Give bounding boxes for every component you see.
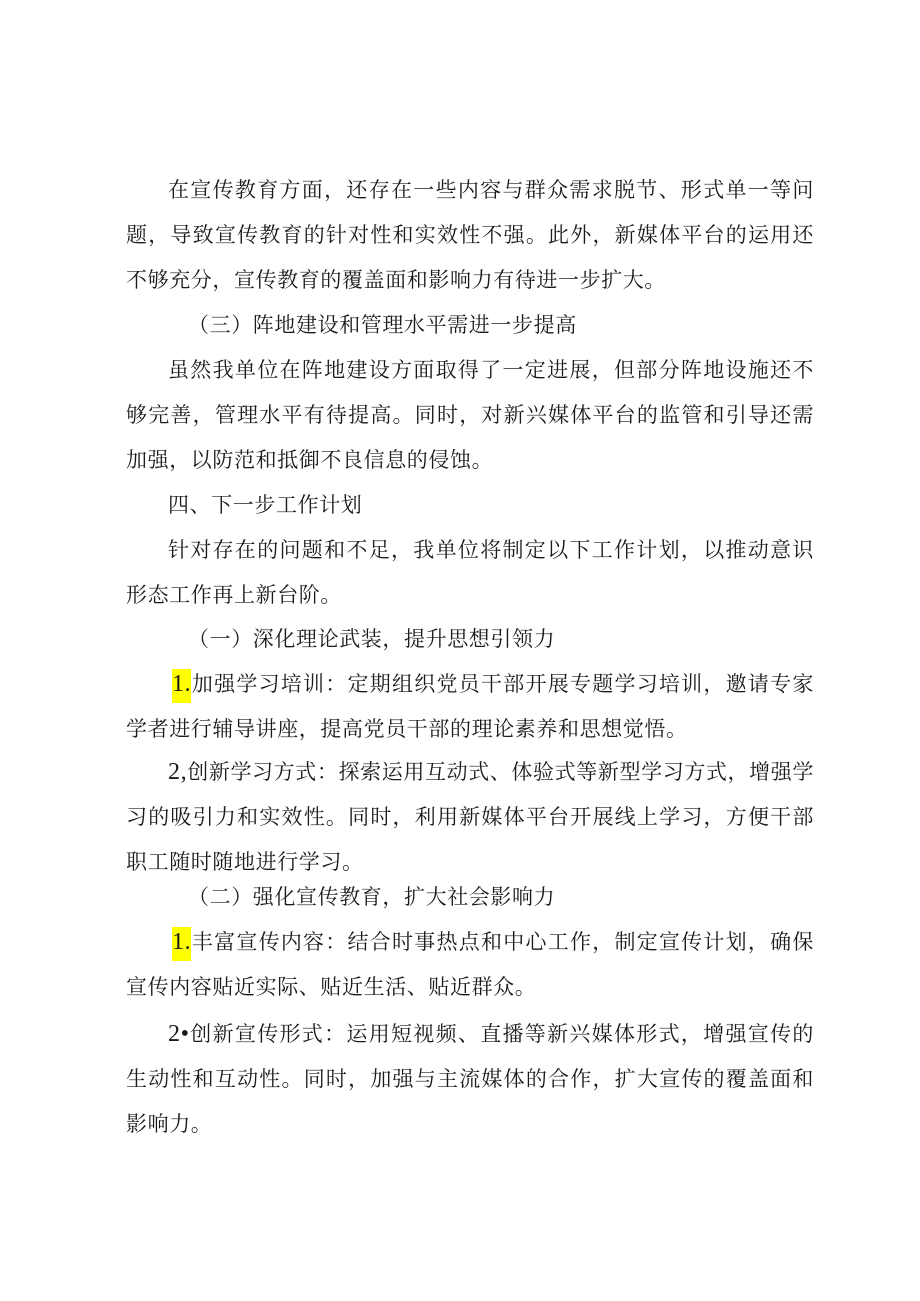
item-number: 2• xyxy=(168,1021,190,1047)
subheading-three: （三）阵地建设和管理水平需进一步提高 xyxy=(188,313,577,337)
list-item-study-methods xyxy=(126,750,814,885)
item-number-highlighted: 1. xyxy=(172,927,191,961)
subheading-two: （二）强化宣传教育，扩大社会影响力 xyxy=(188,885,556,909)
item-text: 加强学习培训：定期组织党员干部开展专题学习培训，邀请专家学者进行辅导讲座，提高党员干部的理论素养和思想觉悟。 xyxy=(126,672,814,741)
item-text: 创新宣传形式：运用短视频、直播等新兴媒体形式，增强宣传的生动性和互动性。同时，加强与主流媒体的合作，扩大宣传的覆盖面和影响力。 xyxy=(126,1022,814,1136)
item-text: 创新学习方式：探索运用互动式、体验式等新型学习方式，增强学习的吸引力和实效性。同时，利用新媒体平台开展线上学习，方便干部职工随时随地进行学习。 xyxy=(126,760,814,874)
item-number-highlighted: 1. xyxy=(172,669,191,703)
list-item-propaganda-forms xyxy=(126,1012,814,1147)
list-item-study-training xyxy=(126,662,814,752)
paragraph-position-building: 虽然我单位在阵地建设方面取得了一定进展，但部分阵地设施还不够完善，管理水平有待提高。同时，对新兴媒体平台的监管和引导还需加强，以防范和抵御不良信息的侵蚀。 xyxy=(126,358,814,472)
item-text: 丰富宣传内容：结合时事热点和中心工作，制定宣传计划，确保宣传内容贴近实际、贴近生活、贴近群众。 xyxy=(126,930,814,999)
paragraph-plan-intro: 针对存在的问题和不足，我单位将制定以下工作计划，以推动意识形态工作再上新台阶。 xyxy=(126,538,814,607)
list-item-propaganda-content xyxy=(126,920,814,1010)
subheading-one: （一）深化理论武装，提升思想引领力 xyxy=(188,627,556,651)
item-number: 2, xyxy=(168,759,188,785)
section-heading-next-steps: 四、下一步工作计划 xyxy=(168,493,363,517)
paragraph-propaganda-issues: 在宣传教育方面，还存在一些内容与群众需求脱节、形式单一等问题，导致宣传教育的针对性和实效性不强。此外，新媒体平台的运用还不够充分，宣传教育的覆盖面和影响力有待进一步扩大。 xyxy=(126,178,814,292)
